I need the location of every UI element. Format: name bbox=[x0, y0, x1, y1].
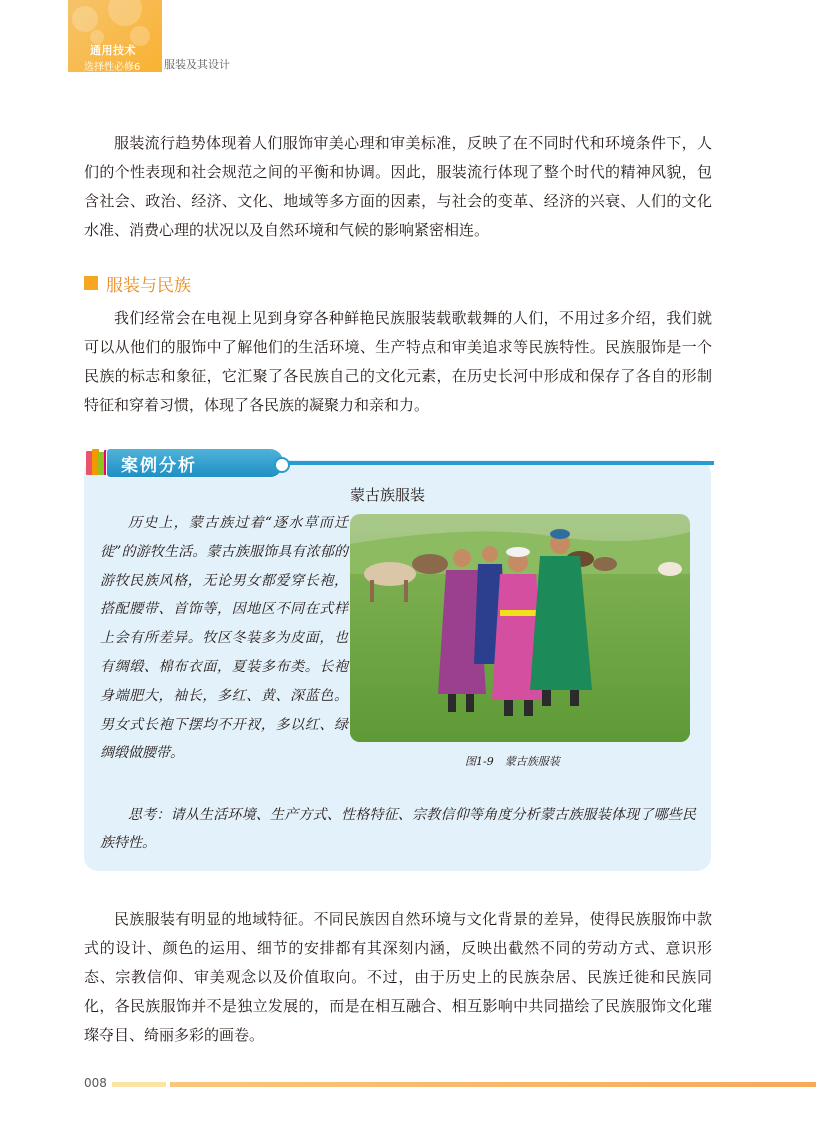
case-divider-line bbox=[280, 461, 714, 465]
case-ring-icon bbox=[274, 457, 290, 473]
case-title: 蒙古族服装 bbox=[350, 486, 426, 504]
figure-caption: 图1-9 蒙古族服装 bbox=[465, 755, 560, 768]
page-number: 008 bbox=[84, 1076, 107, 1090]
closing-paragraph: 民族服装有明显的地域特征。不同民族因自然环境与文化背景的差异，使得民族服饰中款式的设计、颜色的运用、细节的安排都有其深刻内涵，反映出截然不同的劳动方式、意识形态、宗教信仰、审美观念以及价值取向。不过，由于历史上的民族杂居、民族迁徙和民族同化，各民族服饰并不是独立发展的，而是在相互融合、相互影响中共同描绘了民族服饰文化璀璨夺目、绮丽多彩的画卷。 bbox=[84, 910, 712, 1044]
case-analysis-label: 案例分析 bbox=[121, 456, 197, 476]
header-volume: 选择性必修6 bbox=[84, 62, 141, 73]
case-analysis-tab bbox=[106, 448, 284, 478]
footer-bar-short bbox=[112, 1082, 166, 1087]
mongolian-clothing-photo bbox=[350, 514, 690, 742]
section-heading-text: 服装与民族 bbox=[106, 275, 191, 296]
header-chapter: 服装及其设计 bbox=[164, 58, 230, 71]
photo-illustration bbox=[350, 514, 690, 742]
section-heading bbox=[84, 271, 191, 295]
header-series: 通用技术 bbox=[90, 44, 136, 57]
case-analysis-header bbox=[84, 445, 714, 479]
think-question: 思考：请从生活环境、生产方式、性格特征、宗教信仰等角度分析蒙古族服装体现了哪些民族特性。 bbox=[100, 807, 696, 851]
case-text: 历史上，蒙古族过着“逐水草而迁徙”的游牧生活。蒙古族服饰具有浓郁的游牧民族风格，无论男女都爱穿长袍，搭配腰带、首饰等，因地区不同在式样上会有所差异。牧区冬装多为皮面，也有绸缎、棉布衣面，夏装多布类。长袍身端肥大，袖长，多红、黄、深蓝色。男女式长袍下摆均不开衩，多以红、绿绸缎做腰带。 bbox=[100, 515, 348, 762]
section-paragraph: 我们经常会在电视上见到身穿各种鲜艳民族服装载歌载舞的人们，不用过多介绍，我们就可以从他们的服饰中了解他们的生活环境、生产特点和审美追求等民族特性。民族服饰是一个民族的标志和象征，它汇聚了各民族自己的文化元素，在历史长河中形成和保存了各自的形制特征和穿着习惯，体现了各民族的凝聚力和亲和力。 bbox=[84, 309, 712, 414]
section-square-icon bbox=[84, 276, 98, 290]
intro-paragraph: 服装流行趋势体现着人们服饰审美心理和审美标准，反映了在不同时代和环境条件下，人们的个性表现和社会规范之间的平衡和协调。因此，服装流行体现了整个时代的精神风貌，包含社会、政治、经济、文化、地域等多方面的因素，与社会的变革、经济的兴衰、人们的文化水准、消费心理的状况以及自然环境和气候的影响紧密相连。 bbox=[84, 134, 712, 239]
footer-bar-long bbox=[170, 1082, 816, 1087]
